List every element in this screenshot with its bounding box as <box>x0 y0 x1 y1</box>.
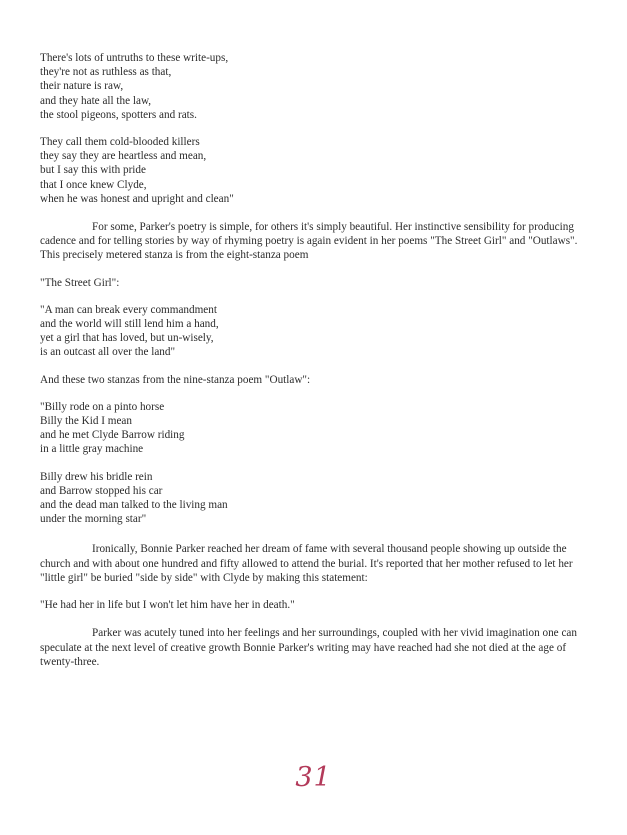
poem-stanza-outlaws-b <box>40 135 595 206</box>
body-paragraph: Ironically, Bonnie Parker reached her dream of fame with several thousand people showing up outside the church and with about one hundred and fifty allowed to attend the burial. It's reported that her mother refused to let her "little girl" be buried "side by side" with Clyde by making this statement: <box>40 543 573 584</box>
poem-line: that I once knew Clyde, <box>40 178 147 191</box>
poem-line: They call them cold-blooded killers <box>40 136 200 149</box>
poem-line: when he was honest and upright and clean" <box>40 192 234 205</box>
poem-line: their nature is raw, <box>40 80 124 93</box>
poem-line: they're not as ruthless as that, <box>40 66 172 79</box>
mother-quote: "He had her in life but I won't let him have her in death." <box>40 599 295 612</box>
poem-line: is an outcast all over the land" <box>40 346 176 359</box>
poem-line: they say they are heartless and mean, <box>40 150 207 163</box>
poem-stanza-outlaw-2 <box>40 470 595 527</box>
poem-line: but I say this with pride <box>40 164 146 177</box>
poem-stanza-outlaw-1 <box>40 400 595 457</box>
outlaw-intro: And these two stanzas from the nine-stanza poem "Outlaw": <box>40 373 311 386</box>
poem-line: Billy drew his bridle rein <box>40 470 153 483</box>
poem-line: and the world will still lend him a hand, <box>40 318 219 331</box>
poem-line: under the morning star" <box>40 513 147 526</box>
poem-line: the stool pigeons, spotters and rats. <box>40 108 197 121</box>
body-paragraph: Parker was acutely tuned into her feelings and her surroundings, coupled with her vivid imagination one can speculate at the next level of creative growth Bonnie Parker's writing may have reached had she not died at the age of twenty-three. <box>40 627 577 668</box>
poem-stanza-street-girl <box>40 303 595 360</box>
page-number: 31 <box>295 762 332 793</box>
poem-line: Billy the Kid I mean <box>40 415 132 428</box>
poem-title-street-girl: "The Street Girl": <box>40 276 120 289</box>
poem-line: "Billy rode on a pinto horse <box>40 400 165 413</box>
poem-line: and Barrow stopped his car <box>40 484 163 497</box>
poem-line: yet a girl that has loved, but un-wisely, <box>40 332 214 345</box>
poem-line: There's lots of untruths to these write-ups, <box>40 52 229 64</box>
poem-stanza-outlaws-a <box>40 51 595 122</box>
poem-line: and they hate all the law, <box>40 94 152 107</box>
poem-line: "A man can break every commandment <box>40 303 217 316</box>
poem-line: and he met Clyde Barrow riding <box>40 429 185 442</box>
poem-line: in a little gray machine <box>40 443 144 456</box>
page-body <box>40 51 595 669</box>
poem-line: and the dead man talked to the living man <box>40 499 228 512</box>
body-paragraph: For some, Parker's poetry is simple, for others it's simply beautiful. Her instinctive sensibility for producing cadence and for telling stories by way of rhyming poetry is again evident in her poems "The Street Girl" and "Outlaws". This precisely metered stanza is from the eight-stanza poem <box>40 221 578 262</box>
